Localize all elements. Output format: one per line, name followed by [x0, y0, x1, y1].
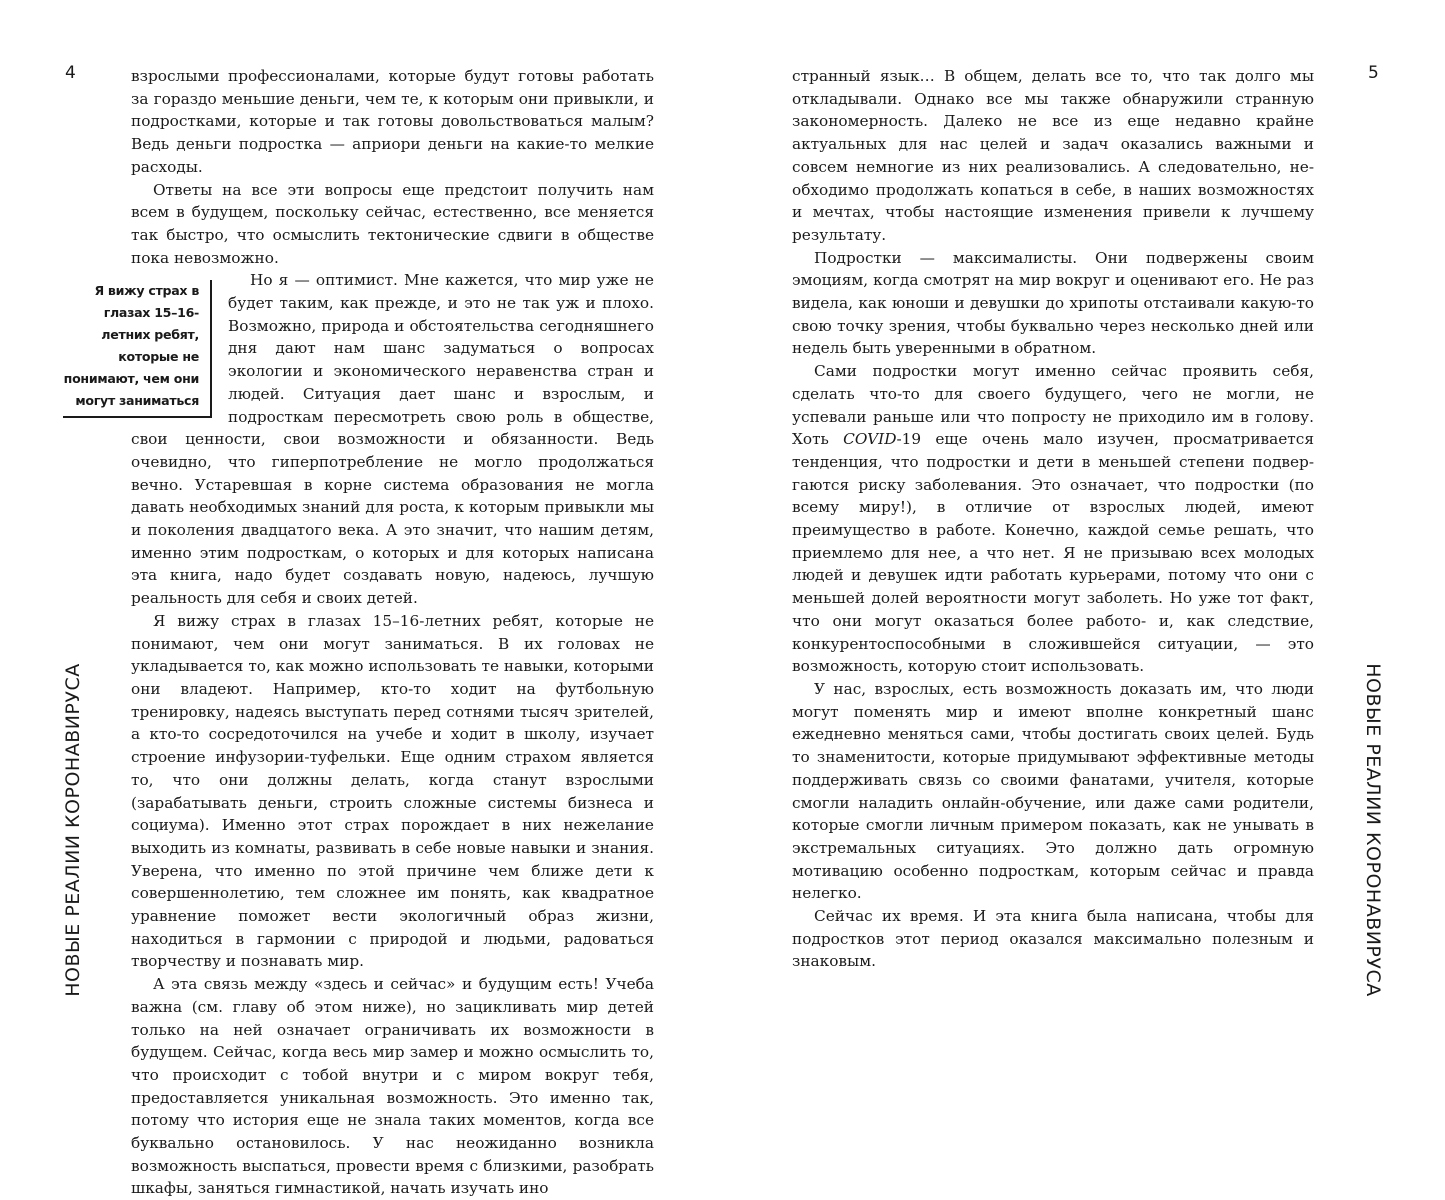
paragraph: Подростки — максималисты. Они подвержены своим эмоциям, когда смотрят на мир вокруг и оценивают его. Не раз видела, как юноши и девушки до хрипоты отстаивали какую-то свою точку зрения, чтобы буквально через несколько дней или недель быть уверенными в обратном.	[792, 248, 1314, 358]
paragraph: У нас, взрослых, есть возможность доказать им, что люди могут поменять мир и имеют вполне конкретный шанс ежедневно меняться сами, чтобы достигать своих целей. Будь то знаменитости, которые придумывают эффективные методы поддерживать связь со своими фанатами, учителя, которые смогли наладить онлайн-обучение, или даже сами родители, которые смогли личным примером показать, как не унывать в экстремальных ситуациях. Это должно дать огромную мотивацию особенно подросткам, которым сейчас и правда нелегко.	[792, 679, 1314, 903]
covid-term: COVID	[843, 430, 897, 449]
right-page	[722, 0, 1445, 1051]
paragraph: странный язык… В общем, делать все то, что так долго мы откладывали. Однако все мы также обнаружили странную закономерность. Далеко не все из еще недавно крайне актуальных для нас целей и задач оказались важными и совсем немногие из них реализовались. А следовательно, необходимо продолжать копаться в себе, в наших возможностях и мечтах, чтобы настоящие изменения привели к лучшему результату.	[792, 67, 1314, 244]
paragraph-text: -19 еще очень мало изучен, просматривается тенденция, что подростки и дети в меньшей степени подвергаются риску заболевания. Это означает, что подростки (по всему миру!), в отличие от взрослых людей, имеют преимущество в работе. Конечно, каждой семье решать, что приемлемо для нее, а что нет. Я не призываю всех молодых людей и девушек идти работать курьерами, потому что они с меньшей долей вероятности могут заболеть. Но уже тот факт, что они могут оказаться более работо- и, как следствие, конкурентоспособными в сложившейся ситуации, — это возможность, которую стоит использовать.	[792, 430, 1314, 676]
right-text-column	[792, 65, 1314, 973]
page-number-left: 4	[65, 63, 76, 83]
paragraph: взрослыми профессионалами, которые будут готовы работать за гораздо меньшие деньги, чем те, к которым они привыкли, и подростками, которые и так готовы довольствоваться малым? Ведь деньги подростка — априори деньги на какие-то мелкие расходы.	[131, 67, 654, 176]
paragraph: Но я — оптимист. Мне кажется, что мир уже не будет таким, как прежде, и это не так уж и плохо. Возможно, природа и обстоятельства сегодняшнего дня дают нам шанс задуматься о вопросах экологии и экономического неравенства стран и людей. Ситуация дает шанс и взрослым, и подросткам пересмотреть свою роль в обществе, свои ценности, свои возможности и обязанности. Ведь очевидно, что гиперпотребление не могло продолжаться вечно. Устаревшая в корне система образования не могла давать необходимых знаний для роста, к которым привыкли мы и поколения двадцатого века. А это значит, что нашим детям, именно этим подросткам, о которых и для которых написана эта книга, надо будет создавать новую, надеюсь, лучшую реальность для себя и своих детей.	[131, 271, 654, 608]
paragraph	[792, 360, 1314, 678]
pull-quote: Я вижу страх в глазах 15–16-летних ребят, которые не понимают, чем они могут заниматься	[63, 280, 212, 418]
paragraph: Я вижу страх в глазах 15–16-летних ребят, которые не понимают, чем они могут заниматься. В их головах не укладывается то, как можно использовать те навыки, которыми они владеют. Например, кто-то ходит на футбольную тренировку, надеясь выступать перед сотнями тысяч зрителей, а кто-то сосредоточился на учебе и ходит в школу, изучает строение инфузории-туфельки. Еще одним страхом является то, что они должны делать, когда станут взрослыми (зарабатывать деньги, строить сложные системы бизнеса и социума). Именно этот страх порождает в них нежелание выходить из комнаты, развивать в себе новые навыки и знания. Уверена, что именно по этой причине чем ближе дети к совершеннолетию, тем сложнее им понять, как квадратное уравнение поможет вести экологичный образ жизни, находиться в гармонии с природой и людьми, радоваться творчеству и познавать мир.	[131, 611, 654, 971]
running-head-left: НОВЫЕ РЕАЛИИ КОРОНАВИРУСА	[62, 663, 84, 997]
paragraph: Ответы на все эти вопросы еще предстоит получить нам всем в будущем, поскольку сейчас, естественно, все меняется так быстро, что осмыслить тектонические сдвиги в обществе пока невозможно.	[131, 180, 654, 267]
page-number-right: 5	[1368, 63, 1379, 83]
paragraph-text: Сами подростки могут именно сейчас проявить себя, сделать что-то для своего будущего, чего не могли, не успевали раньше или что попросту не приходило им в голову. Хоть	[792, 362, 1314, 449]
running-head-right: НОВЫЕ РЕАЛИИ КОРОНАВИРУСА	[1362, 663, 1384, 997]
paragraph: А эта связь между «здесь и сейчас» и будущим есть! Учеба важна (см. главу об этом ниже), но зацикливать мир детей только на ней означает ограничивать их возможности в будущем. Сейчас, когда весь мир замер и можно осмыслить то, что происходит с тобой внутри и с миром вокруг тебя, предоставляется уникальная возможность. Это именно так, потому что история еще не знала таких моментов, когда все буквально остановилось. У нас неожиданно возникла возможность выспаться, провести время с близкими, разобрать шкафы, заняться гимнастикой, начать изучать ино	[131, 975, 654, 1198]
left-page	[0, 0, 722, 1198]
paragraph: Сейчас их время. И эта книга была написана, чтобы для подростков этот период оказался максимально полезным и знаковым.	[792, 907, 1314, 971]
